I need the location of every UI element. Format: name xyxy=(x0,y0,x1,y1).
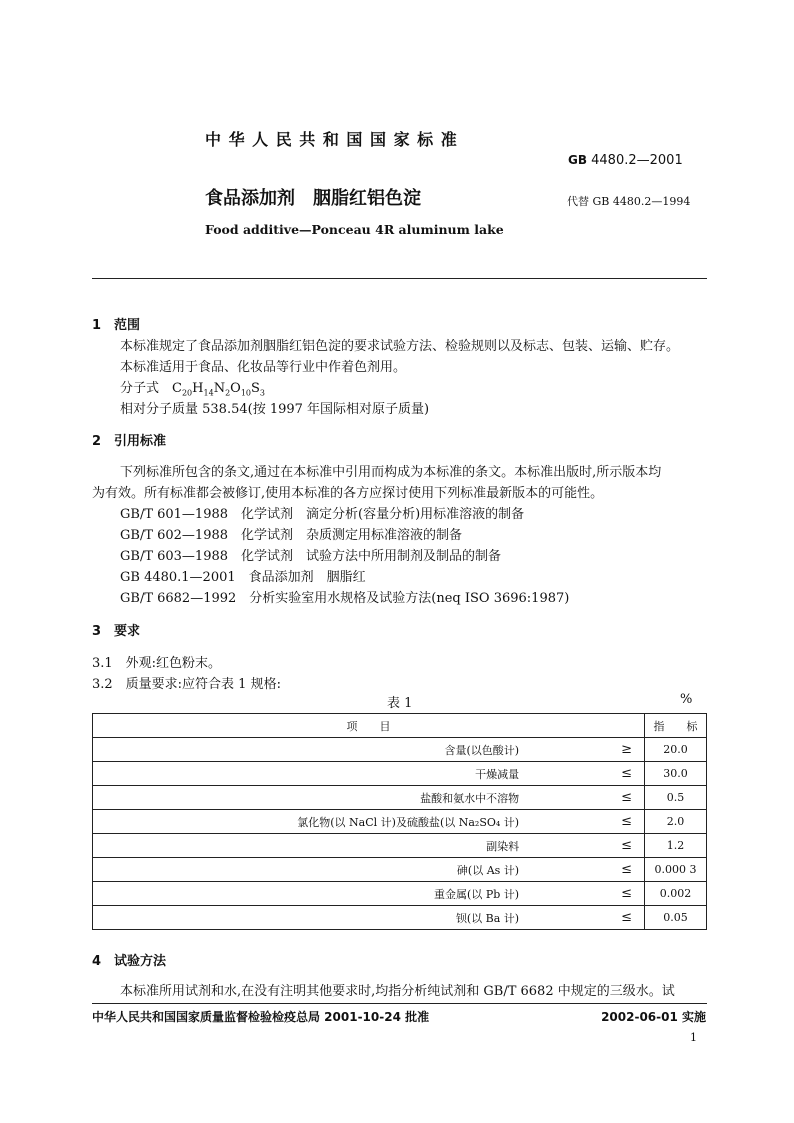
molecular-mass: 相对分子质量 538.54(按 1997 年国际相对原子质量) xyxy=(120,402,430,417)
implementation-date: 2002-06-01 实施 xyxy=(601,1010,706,1024)
row-item: 砷(以 As 计) xyxy=(93,858,610,882)
national-standard-title: 中 华 人 民 共 和 国 国 家 标 准 xyxy=(205,130,458,149)
row-symbol: ≤ xyxy=(609,906,645,930)
specification-table xyxy=(92,713,707,930)
page-number: 1 xyxy=(690,1031,697,1044)
row-symbol: ≤ xyxy=(609,786,645,810)
row-item: 盐酸和氨水中不溶物 xyxy=(93,786,610,810)
row-symbol: ≥ xyxy=(609,738,645,762)
document-title-cn: 食品添加剂 胭脂红铝色淀 xyxy=(205,188,421,209)
section-3-2: 3.2 质量要求:应符合表 1 规格: xyxy=(92,677,281,692)
table-header-row xyxy=(93,714,707,738)
row-value: 30.0 xyxy=(645,762,707,786)
row-symbol: ≤ xyxy=(609,834,645,858)
reference-item: GB/T 603—1988 化学试剂 试验方法中所用制剂及制品的制备 xyxy=(120,549,502,564)
issuer-approval: 中华人民共和国国家质量监督检验检疫总局 2001-10-24 批准 xyxy=(92,1010,430,1024)
table-row xyxy=(93,882,707,906)
column-header-item: 项 目 xyxy=(93,714,645,738)
reference-item: GB 4480.1—2001 食品添加剂 胭脂红 xyxy=(120,570,366,585)
row-item: 氯化物(以 NaCl 计)及硫酸盐(以 Na₂SO₄ 计) xyxy=(93,810,610,834)
replaces-standard: 代替 GB 4480.2—1994 xyxy=(567,195,691,208)
section-2-heading: 2 引用标准 xyxy=(92,434,167,449)
table-row xyxy=(93,762,707,786)
section-4-paragraph: 本标准所用试剂和水,在没有注明其他要求时,均指分析纯试剂和 GB/T 6682 中规定的三级水。试 xyxy=(120,984,675,999)
section-4-heading: 4 试验方法 xyxy=(92,954,167,969)
reference-item: GB/T 601—1988 化学试剂 滴定分析(容量分析)用标准溶液的制备 xyxy=(120,507,525,522)
header-divider xyxy=(92,278,707,279)
section-1-paragraph-2: 本标准适用于食品、化妆品等行业中作着色剂用。 xyxy=(120,360,407,375)
formula-label: 分子式 xyxy=(120,381,160,396)
footer-divider xyxy=(92,1003,707,1004)
row-item: 副染料 xyxy=(93,834,610,858)
reference-item: GB/T 602—1988 化学试剂 杂质测定用标准溶液的制备 xyxy=(120,528,463,543)
reference-item: GB/T 6682—1992 分析实验室用水规格及试验方法(neq ISO 3696:1987) xyxy=(120,591,570,606)
row-value: 0.002 xyxy=(645,882,707,906)
column-header-index: 指 标 xyxy=(645,714,707,738)
row-value: 0.000 3 xyxy=(645,858,707,882)
row-symbol: ≤ xyxy=(609,810,645,834)
row-symbol: ≤ xyxy=(609,882,645,906)
section-1-paragraph-1: 本标准规定了食品添加剂胭脂红铝色淀的要求试验方法、检验规则以及标志、包装、运输、贮存。 xyxy=(120,339,680,354)
table-row xyxy=(93,858,707,882)
section-3-heading: 3 要求 xyxy=(92,624,141,639)
table-caption: 表 1 xyxy=(387,696,413,711)
document-title-en: Food additive—Ponceau 4R aluminum lake xyxy=(205,222,504,237)
standard-number-value: 4480.2—2001 xyxy=(591,153,683,168)
row-symbol: ≤ xyxy=(609,858,645,882)
table-unit: % xyxy=(680,692,693,707)
table-row xyxy=(93,906,707,930)
section-1-heading: 1 范围 xyxy=(92,318,141,333)
section-2-paragraph-line-1: 下列标准所包含的条文,通过在本标准中引用而构成为本标准的条文。本标准出版时,所示版本均 xyxy=(120,465,662,480)
row-item: 含量(以色酸计) xyxy=(93,738,610,762)
row-symbol: ≤ xyxy=(609,762,645,786)
row-value: 20.0 xyxy=(645,738,707,762)
table-row xyxy=(93,834,707,858)
molecular-formula: 分子式 $C_{20}H_{14}N_2O_{10}S_3$ xyxy=(120,381,266,398)
table-row xyxy=(93,738,707,762)
row-item: 干燥减量 xyxy=(93,762,610,786)
standard-number: GB 4480.2—2001 xyxy=(568,153,683,168)
row-value: 0.05 xyxy=(645,906,707,930)
row-value: 2.0 xyxy=(645,810,707,834)
section-2-paragraph-line-2: 为有效。所有标准都会被修订,使用本标准的各方应探讨使用下列标准最新版本的可能性。 xyxy=(92,486,604,501)
section-3-1: 3.1 外观:红色粉末。 xyxy=(92,656,222,671)
row-item: 钡(以 Ba 计) xyxy=(93,906,610,930)
row-item: 重金属(以 Pb 计) xyxy=(93,882,610,906)
table-row xyxy=(93,786,707,810)
row-value: 0.5 xyxy=(645,786,707,810)
table-row xyxy=(93,810,707,834)
row-value: 1.2 xyxy=(645,834,707,858)
